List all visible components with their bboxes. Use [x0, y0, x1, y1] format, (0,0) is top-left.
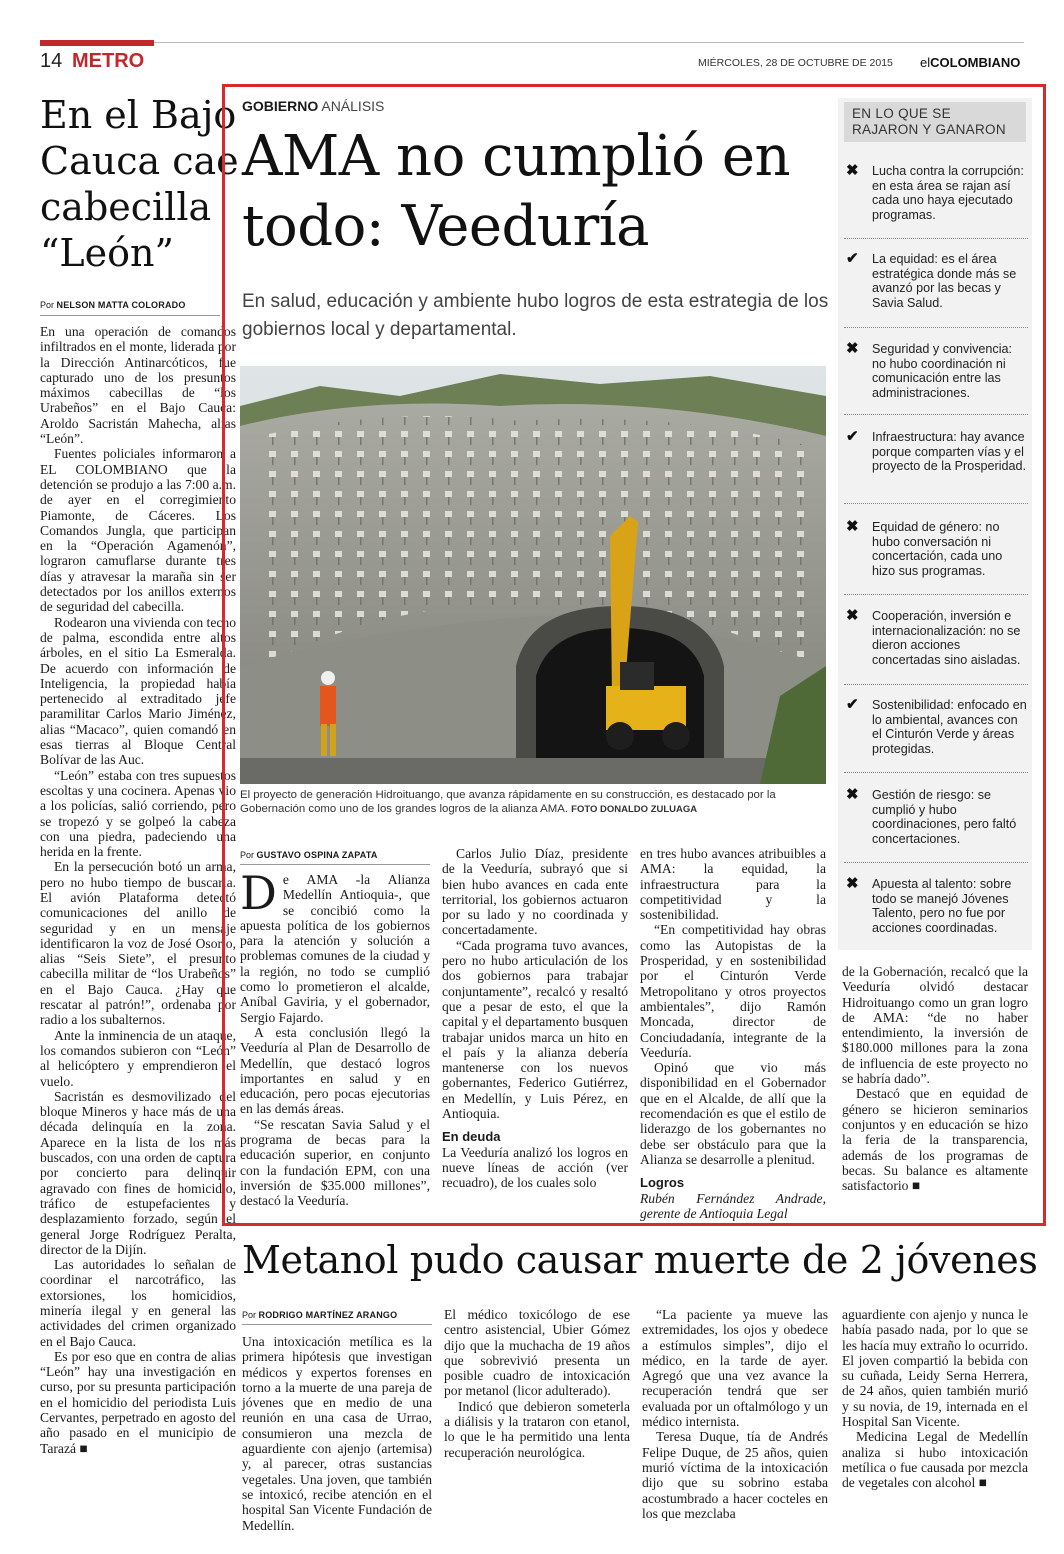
- sidebar-item-genero: ✖ Equidad de género: no hubo conversación ni concertación, cada uno hizo sus programas.: [846, 518, 1003, 578]
- x-mark-icon: ✖: [846, 786, 859, 803]
- x-mark-icon: ✖: [846, 607, 859, 624]
- paragraph: “En competitividad hay obras como las Autopistas de la Prosperidad, y en sostenibilidad por el Cinturón Verde Metropolitano y otros proyectos ambientales”, dijo Ramón Moncada, director de Conciudadanía, integrante de la Veeduría.: [640, 922, 826, 1060]
- paragraph: “Cada programa tuvo avances, pero no hubo articulación de los dos gobiernos para trabajar conjuntamente”, recalcó y resaltó que a pesar de esto, el que la capital y el departamento busquen trabajar unidos marca un hito en el país y la alianza debería mantenerse con los nuevos gobernantes, Federico Gutiérrez, en Medellín, y Luis Pérez, en Antioquia.: [442, 937, 628, 1122]
- sidebar-divider: [844, 503, 1028, 504]
- header-rule: [154, 42, 1024, 43]
- photo-caption: El proyecto de generación Hidroituango, que avanza rápidamente en su construcción, es destacado por la Gobernación como uno de los grandes logros de la alianza AMA. FOTO DONALDO ZULUAGA: [240, 789, 776, 815]
- bottom-col-4: [842, 1307, 1028, 1519]
- x-mark-icon: ✖: [846, 162, 859, 179]
- sidebar-title: EN LO QUE SE RAJARON Y GANARON: [844, 102, 1026, 142]
- main-story-byline: Por GUSTAVO OSPINA ZAPATA: [240, 850, 378, 860]
- paragraph: Medicina Legal de Medellín analiza si hubo intoxicación metílica o fue causada por mezcla de vegetales con alcohol ■: [842, 1429, 1028, 1491]
- x-mark-icon: ✖: [846, 875, 859, 892]
- main-byline-rule: [240, 864, 430, 865]
- left-story-byline: Por NELSON MATTA COLORADO: [40, 300, 186, 310]
- sidebar-item-riesgo: ✖ Gestión de riesgo: se cumplió y hubo coordinaciones, pero faltó concertaciones.: [846, 786, 1017, 846]
- main-col-1: [240, 866, 430, 1212]
- x-mark-icon: ✖: [846, 340, 859, 357]
- paragraph: Sacristán es desmovilizado del bloque Mineros y hace más de una década delinquía en la zona. Aparece en la lista de los más buscados, con una orden de captura por concierto para delinquir agravado con fines de homicidio, tráfico de estupefacientes y desplazamiento forzado, según el general Jorge Rodríguez Peralta, director de la Dijín.: [40, 1088, 236, 1257]
- bottom-col-2: [444, 1307, 630, 1519]
- check-mark-icon: ✔: [846, 428, 859, 445]
- sidebar-item-equidad: ✔ La equidad: es el área estratégica donde más se avanzó por las becas y Savia Salud.: [846, 250, 1017, 310]
- left-story-body: [40, 324, 236, 1524]
- bottom-col-1: [242, 1334, 432, 1533]
- main-col-2: [442, 846, 628, 1208]
- main-col-3: [640, 846, 826, 1221]
- sidebar-item-infraestructura: ✔ Infraestructura: hay avance porque comparten vías y el proyecto de la Prosperidad.: [846, 428, 1027, 474]
- paragraph: Indicó que debieron someterla a diálisis y la trataron con etanol, lo que le ha permitido una lenta recuperación neurológica.: [444, 1398, 630, 1460]
- subhead-logros: Logros: [640, 1175, 685, 1191]
- paragraph: Rubén Fernández Andrade, gerente de Antioquia Legal: [640, 1190, 826, 1221]
- paragraph: Una intoxicación metílica es la primera hipótesis que investigan médicos y expertos forenses en torno a la muerte de una pareja de jóvenes que en medio de una reunión en una casa de Urrao, consumieron una mezcla de aguardiente con ajenjo (artemisa) y, al parecer, otras sustancias vegetales. Una joven, que también se intoxicó, recibe atención en el hospital San Vicente Fundación de Medellín.: [242, 1334, 432, 1533]
- issue-date: MIÉRCOLES, 28 DE OCTUBRE DE 2015: [698, 57, 893, 69]
- sidebar-divider: [844, 684, 1028, 685]
- sidebar-item-corrupcion: ✖ Lucha contra la corrupción: en esta área se rajan así cada uno haya ejecutado programas.: [846, 162, 1024, 222]
- sidebar-divider: [844, 327, 1028, 328]
- main-kicker: [242, 98, 384, 114]
- lead-paragraph: De AMA -la Alianza Medellín Antioquia-, que se concibió como la apuesta política de los gobiernos para la atención y solución a problemas comunes de la ciudad y la región, no todo se cumplió como lo prometieron el alcalde, Aníbal Gaviria, y el gobernador, Sergio Fajardo.: [240, 866, 430, 1025]
- left-story: [40, 92, 239, 1532]
- sidebar-divider: [844, 594, 1028, 595]
- section-name: METRO: [72, 50, 145, 72]
- paragraph: A esta conclusión llegó la Veeduría al Plan de Desarrollo de Medellín, que destacó logros importantes en salud y en educación, pero pocas ejecutorias en las demás áreas.: [240, 1024, 430, 1117]
- kicker-section: GOBIERNO: [242, 98, 319, 114]
- paragraph: “La paciente ya mueve las extremidades, los ojos y obedece a estímulos simples”, dijo el médico, en la tarde de ayer. Agregó que una vez avance la recuperación tendrá que ser evaluada por un oftalmólogo y un médico internista.: [642, 1307, 828, 1430]
- paragraph: Teresa Duque, tía de Andrés Felipe Duque, de 25 años, quien murió víctima de la intoxicación dijo que su sobrino estaba acostumbrado a hacer cocteles en los que mezclaba: [642, 1429, 828, 1521]
- sidebar-divider: [844, 238, 1028, 239]
- hidroituango-photo: [240, 366, 826, 784]
- check-mark-icon: ✔: [846, 696, 859, 713]
- main-col-4: [842, 964, 1028, 1210]
- main-deck: En salud, educación y ambiente hubo logros de esta estrategia de los gobiernos local y departamental.: [242, 291, 829, 340]
- paragraph: Ante la inminencia de un ataque, los comandos subieron con “León” al helicóptero y emprendieron el vuelo.: [40, 1027, 236, 1089]
- paragraph: Opinó que vio más disponibilidad en el Gobernador que en el Alcalde, de allí que la recomendación es que el estilo de liderazgo de los gobernantes no debe ser obstáculo para que la Alianza se desarrolle a plenitud.: [640, 1060, 826, 1167]
- sidebar-item-seguridad: ✖ Seguridad y convivencia: no hubo coordinación ni comunicación entre las administraciones.: [846, 340, 1013, 400]
- subhead-en-deuda: En deuda: [442, 1129, 501, 1145]
- paragraph: “Se rescatan Savia Salud y el programa de becas para la educación superior, en conjunto con la fundación EPM, con una inversión de $35.000 millones”, destacó la Veeduría.: [240, 1116, 430, 1209]
- left-byline-rule: [40, 315, 220, 316]
- masthead-brand: [920, 55, 1020, 70]
- sidebar-item-talento: ✖ Apuesta al talento: sobre todo se manejó Jóvenes Talento, pero no fue por acciones coordinadas.: [846, 875, 1012, 935]
- kicker-type: ANÁLISIS: [321, 98, 385, 114]
- tunnel-photo-illustration: [240, 366, 826, 784]
- sidebar-divider: [844, 862, 1028, 863]
- brand-prefix: el: [920, 55, 931, 70]
- paragraph: Fuentes policiales informaron a EL COLOMBIANO que la detención se produjo a las 7:00 a.m. de ayer en el corregimiento Piamonte, de Cáceres. Los Comandos Jungla, que participan en la “Operación Agamenón”, lograron camuflarse durante tres días y atravesar la maraña sin ser detectados por los anillos externos de seguridad del cabecilla.: [40, 446, 236, 615]
- paragraph: El médico toxicólogo de ese centro asistencial, Ubier Gómez dijo que la muchacha de 19 años que sobrevivió presenta un posible cuadro de intoxicación por metanol (licor adulterado).: [444, 1307, 630, 1399]
- bottom-story-byline: Por RODRIGO MARTÍNEZ ARANGO: [242, 1310, 398, 1320]
- check-mark-icon: ✔: [846, 250, 859, 267]
- left-story-headline: En el Bajo Cauca cae cabecilla “León”: [40, 93, 239, 275]
- photo-credit: FOTO DONALDO ZULUAGA: [571, 804, 698, 815]
- sidebar-item-cooperacion: ✖ Cooperación, inversión e internacionalización: no se dieron acciones concertadas sino aisladas.: [846, 607, 1021, 667]
- sidebar-divider: [844, 772, 1028, 773]
- brand-name: COLOMBIANO: [930, 55, 1021, 70]
- paragraph: Destacó que en equidad de género se hicieron seminarios conjuntos y en educación se hizo la feria de la transparencia, además de los programas de becas. Su balance es altamente satisfactorio ■: [842, 1086, 1028, 1194]
- bottom-byline-rule: [242, 1324, 432, 1325]
- main-headline: AMA no cumplió en todo: Veeduría: [242, 124, 791, 259]
- bottom-headline: Metanol pudo causar muerte de 2 jóvenes: [242, 1238, 1038, 1282]
- bottom-col-3: [642, 1307, 828, 1519]
- paragraph: Carlos Julio Díaz, presidente de la Veeduría, subrayó que si bien hubo avances en cada ente territorial, los gobiernos actuaron por su lado y no coordinada y concertadamente.: [442, 846, 628, 938]
- x-mark-icon: ✖: [846, 518, 859, 535]
- sidebar-divider: [844, 414, 1028, 415]
- paragraph: en tres hubo avances atribuibles a AMA: la equidad, la infraestructura para la competitividad y la sostenibilidad.: [640, 846, 826, 923]
- paragraph: La Veeduría analizó los logros en nueve líneas de acción (ver recuadro), de los cuales solo: [442, 1144, 628, 1191]
- paragraph: de la Gobernación, recalcó que la Veeduría olvidó destacar Hidroituango como un gran logro de AMA: “de no haber entendimiento, la inversión de $180.000 millones para la zona de influencia de este proyecto no se habría dado”.: [842, 964, 1028, 1087]
- paragraph: aguardiente con ajenjo y nunca le había pasado nada, por lo que se les hacía muy extraño lo ocurrido. El joven compartió la bebida con su cuñada, Leidy Serna Herrera, de 24 años, quien también murió y su novia, de 19, internada en el Hospital San Vicente.: [842, 1307, 1028, 1430]
- paragraph: “León” estaba con tres supuestos escoltas y una cocinera. Apenas vio a los policías, salió corriendo, pero se tropezó y se golpeó la cabeza con una piedra, padeciendo una herida en la frente.: [40, 767, 236, 860]
- paragraph: En una operación de comandos infiltrados en el monte, liderada por la Dirección Antinarcóticos, fue capturado uno de los presuntos máximos cabecillas de “los Urabeños” en el Bajo Cauca: Aroldo Sacristán Mahecha, alias “León”.: [40, 324, 236, 447]
- paragraph: Rodearon una vivienda con techo de palma, escondida entre altos árboles, en el sitio La Esmeralda. De acuerdo con información de Inteligencia, la propiedad había pertenecido al extraditado jefe paramilitar Carlos Mario Jiménez, alias “Macaco”, quien comandó en esas tierras al Bloque Central Bolívar de las Auc.: [40, 614, 236, 768]
- paragraph: Las autoridades lo señalan de coordinar el narcotráfico, las extorsiones, los homicidios, minería ilegal y en general las actividades del crimen organizado en el Bajo Cauca.: [40, 1257, 236, 1349]
- page-number: 14: [40, 50, 63, 72]
- header-accent-bar: [40, 40, 154, 46]
- dropcap: D: [240, 866, 277, 920]
- paragraph: Es por eso que en contra de alias “León” hay una investigación en curso, por su presunta participación en el homicidio del periodista Luis Cervantes, perpetrado en agosto del año pasado en el municipio de Tarazá ■: [40, 1348, 236, 1456]
- sidebar-item-sostenibilidad: ✔ Sostenibilidad: enfocado en lo ambiental, avances con el Cinturón Verde y áreas protegidas.: [846, 696, 1027, 756]
- paragraph: En la persecución botó un arma, pero no hubo tiempo de buscarla. El avión Plataforma detectó comunicaciones del anillo de seguridad y en un mensaje identificaron la voz de José Osorio, alias “Seis Siete”, el presunto cabecilla militar de “los Urabeños” en el Bajo Cauca. ¿Hay que rescatar al patrón!”, ordenaba por radio a los subalternos.: [40, 859, 236, 1028]
